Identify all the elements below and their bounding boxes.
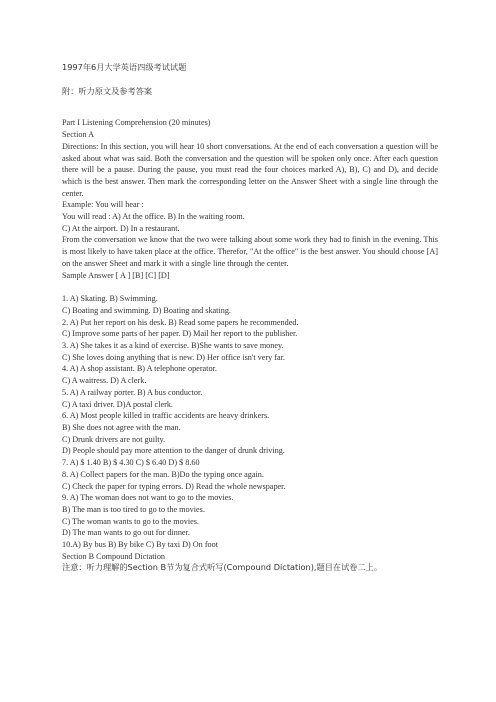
question-line: C) Boating and swimming. D) Boating and skating. [62,305,231,315]
question-line: C) She loves doing anything that is new. D) Her office isn't very far. [62,352,285,362]
directions-paragraph: Directions: In this section, you will hear 10 short conversations. At the end of each conversation a question will be asked about what was said. Both the conversation and the question will be spoken only once. After each question there will be a pause. During the pause, you must read the four choices marked A), B), C) and D), and decide which is the best answer. Then mark the corresponding letter on the Answer Sheet with a single line through the center. [62,141,438,198]
example-explanation: From the conversation we know that the two were talking about some work they had to finish in the evening. This is most likely to have taken place at the office. Therefor, "At the office" is the best answer. You should choose [A] on the answer Sheet and mark it with a single line through the center. [62,235,438,268]
question-line: 10.A) By bus B) By bike C) By taxi D) On foot [62,540,219,550]
section-b-heading: Section B Compound Dictation [62,551,166,561]
question-line: C) Improve some parts of her paper. D) Mail her report to the publisher. [62,329,298,339]
example-choice-line: C) At the airport. D) In a restaurant. [62,223,180,233]
question-line: C) Drunk drivers are not guilty. [62,434,166,444]
question-line: B) The man is too tired to go to the movies. [62,504,205,514]
question-line: 7. A) $ 1.40 B) $ 4.30 C) $ 6.40 D) $ 8.60 [62,458,200,468]
sample-answer: Sample Answer [ A ] [B] [C] [D] [62,270,170,280]
part-heading: Part I Listening Comprehension (20 minutes) [62,118,211,128]
section-a-heading: Section A [62,130,95,140]
question-list [62,293,438,550]
question-line: C) A taxi driver. D)A postal clerk. [62,399,173,409]
question-line: 9. A) The woman does not want to go to the movies. [62,493,234,503]
section-b-note: 注意：听力理解的Section B节为复合式听写(Compound Dictation),题目在试卷二上。 [62,562,383,573]
question-line: 4. A) A shop assistant. B) A telephone operator. [62,364,217,374]
question-line: 3. A) She takes it as a kind of exercise. B)She wants to save money. [62,341,284,351]
example-label: Example: You will hear : [62,200,144,210]
document-title: 1997年6月大学英语四级考试试题 [62,62,187,72]
question-line: B) She does not agree with the man. [62,422,181,432]
question-line: C) Check the paper for typing errors. D) Read the whole newspaper. [62,481,286,491]
question-line: 6. A) Most people killed in traffic accidents are heavy drinkers. [62,411,270,421]
question-line: 1. A) Skating. B) Swimming. [62,294,158,304]
question-line: 5. A) A railway porter. B) A bus conductor. [62,387,203,397]
document-subtitle: 附：听力原文及参考答案 [62,85,153,96]
question-line: D) The man wants to go out for dinner. [62,528,190,538]
question-line: 8. A) Collect papers for the man. B)Do the typing once again. [62,469,264,479]
example-choice-line: You will read : A) At the office. B) In the waiting room. [62,212,245,222]
question-line: D) People should pay more attention to the danger of drunk driving. [62,446,285,456]
question-line: C) The woman wants to go to the movies. [62,516,199,526]
question-line: 2. A) Put her report on his desk. B) Read some papers he recommended. [62,317,299,327]
question-line: C) A waitress. D) A clerk. [62,376,147,386]
